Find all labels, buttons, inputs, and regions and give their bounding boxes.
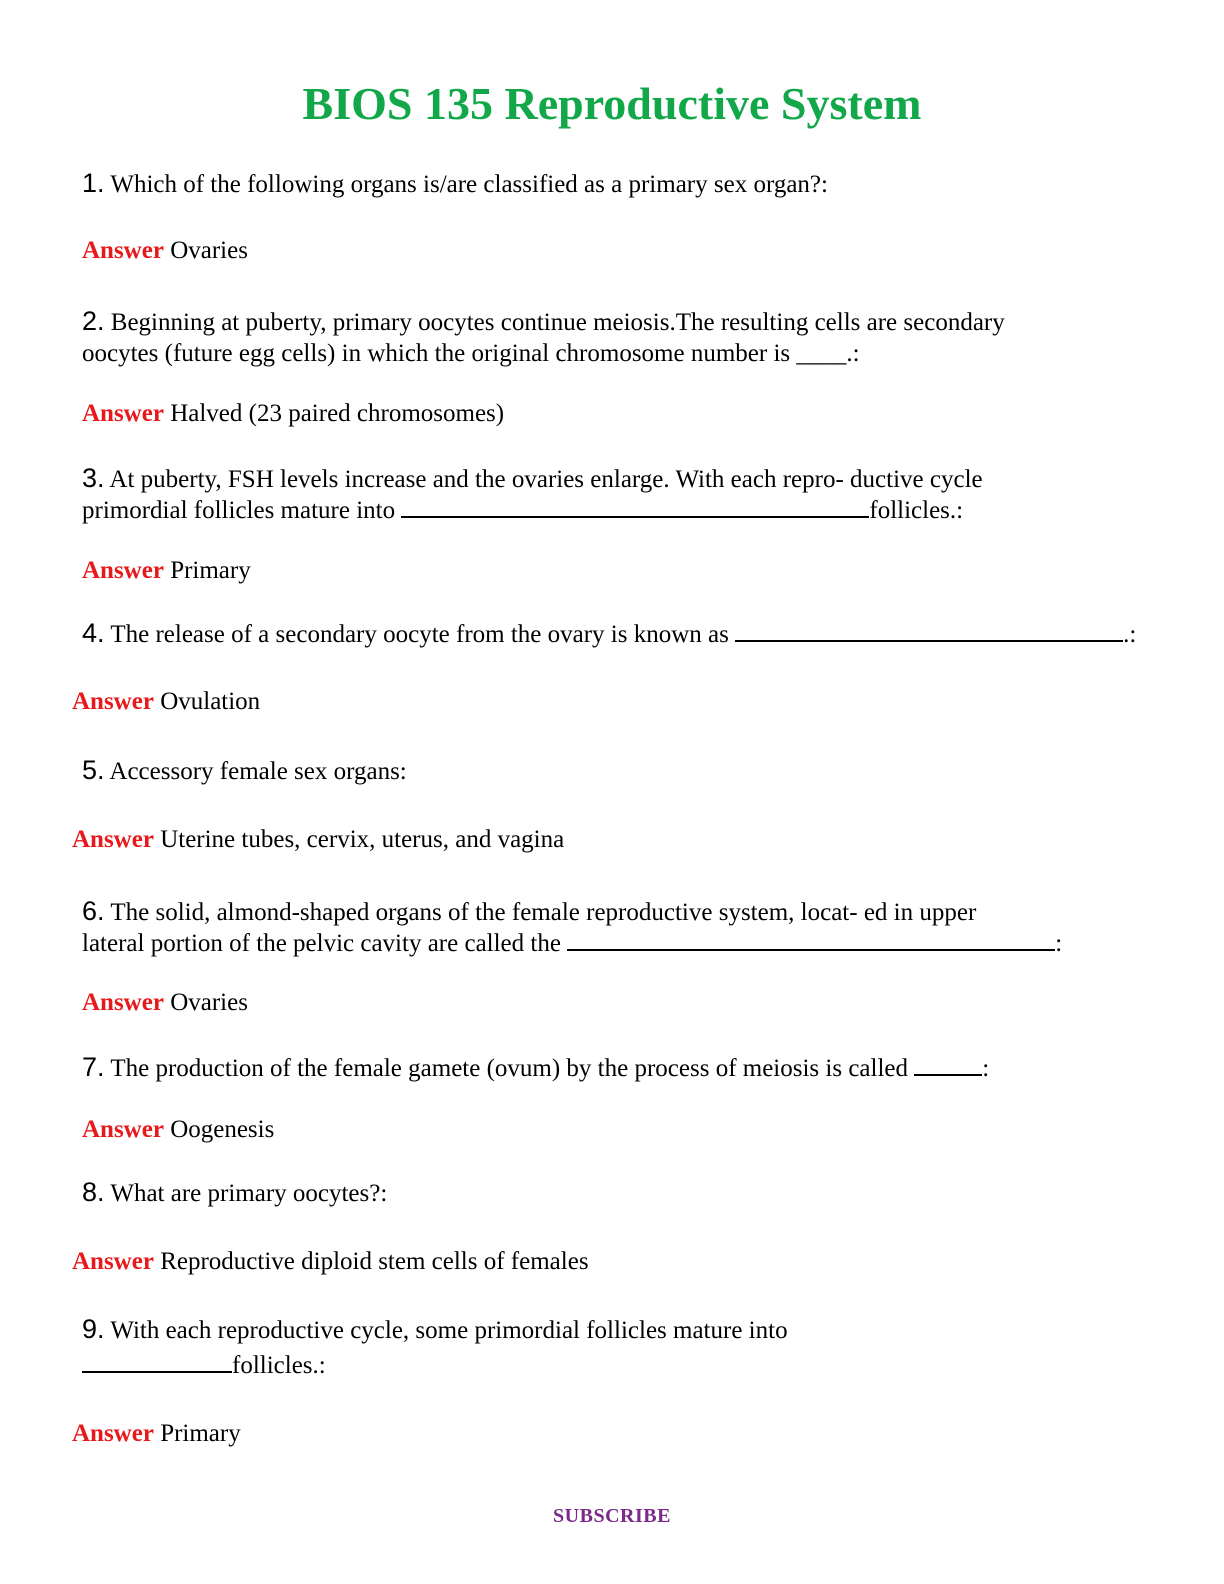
question-text: The release of a secondary oocyte from the ovary is known as xyxy=(110,621,736,648)
question-2 xyxy=(82,306,1192,369)
question-text: primordial follicles mature into xyxy=(82,497,402,524)
answer-7 xyxy=(82,1114,274,1145)
question-number: 7. xyxy=(82,1052,105,1082)
question-text: .: xyxy=(1123,621,1137,648)
answer-label: Answer xyxy=(82,557,164,584)
answer-text: Halved (23 paired chromosomes) xyxy=(170,400,505,427)
question-9 xyxy=(82,1314,1192,1381)
question-text: : xyxy=(1055,930,1063,957)
question-number: 8. xyxy=(82,1177,105,1207)
question-9-line-2 xyxy=(82,1350,1192,1381)
answer-text: Reproductive diploid stem cells of females xyxy=(160,1248,589,1275)
question-text: Accessory female sex organs: xyxy=(109,758,407,785)
question-text: At puberty, FSH levels increase and the ovaries enlarge. With each repro- ductive cycle xyxy=(109,466,983,493)
question-text: Beginning at puberty, primary oocytes continue meiosis.The resulting cells are secondary xyxy=(110,309,1005,336)
question-number: 1. xyxy=(82,168,105,198)
question-6-line-1 xyxy=(82,896,1192,928)
question-text: oocytes (future egg cells) in which the original chromosome number is ____.: xyxy=(82,340,860,367)
fill-in-blank xyxy=(401,496,869,518)
question-6 xyxy=(82,896,1192,959)
question-number: 3. xyxy=(82,463,105,493)
question-7 xyxy=(82,1052,1192,1084)
answer-text: Primary xyxy=(170,557,251,584)
subscribe-link[interactable]: SUBSCRIBE xyxy=(553,1505,671,1527)
question-4 xyxy=(82,618,1192,650)
question-number: 4. xyxy=(82,618,105,648)
answer-1 xyxy=(82,235,248,266)
question-text: follicles.: xyxy=(232,1352,326,1379)
answer-label: Answer xyxy=(72,1420,154,1447)
question-8 xyxy=(82,1177,1192,1209)
question-3-line-2 xyxy=(82,495,1192,526)
answer-label: Answer xyxy=(82,1116,164,1143)
question-9-line-1 xyxy=(82,1314,1192,1346)
question-text: follicles.: xyxy=(869,497,964,524)
question-text: What are primary oocytes?: xyxy=(110,1180,388,1207)
answer-text: Uterine tubes, cervix, uterus, and vagina xyxy=(160,826,565,853)
question-text: With each reproductive cycle, some primordial follicles mature into xyxy=(110,1317,788,1344)
document-title: BIOS 135 Reproductive System xyxy=(302,78,922,129)
question-5-line-1 xyxy=(82,755,1192,787)
question-4-line-1 xyxy=(82,618,1192,650)
answer-label: Answer xyxy=(82,237,164,264)
question-text: lateral portion of the pelvic cavity are called the xyxy=(82,930,568,957)
question-2-line-2 xyxy=(82,338,1192,369)
answer-8 xyxy=(72,1246,589,1277)
question-2-line-1 xyxy=(82,306,1192,338)
question-1 xyxy=(82,168,1192,200)
question-number: 6. xyxy=(82,896,105,926)
question-1-line-1 xyxy=(82,168,1192,200)
fill-in-blank xyxy=(82,1351,232,1373)
answer-label: Answer xyxy=(72,688,154,715)
answer-3 xyxy=(82,555,251,586)
question-5 xyxy=(82,755,1192,787)
answer-label: Answer xyxy=(72,826,154,853)
answer-label: Answer xyxy=(72,1248,154,1275)
question-text: Which of the following organs is/are classified as a primary sex organ?: xyxy=(110,171,828,198)
question-3-line-1 xyxy=(82,463,1192,495)
fill-in-blank xyxy=(567,929,1055,951)
question-text: The production of the female gamete (ovum) by the process of meiosis is called xyxy=(110,1055,915,1082)
answer-label: Answer xyxy=(82,400,164,427)
fill-in-blank xyxy=(914,1054,982,1076)
answer-9 xyxy=(72,1418,241,1449)
question-8-line-1 xyxy=(82,1177,1192,1209)
answer-2 xyxy=(82,398,504,429)
question-text: The solid, almond-shaped organs of the female reproductive system, locat- ed in upper xyxy=(110,899,977,926)
answer-4 xyxy=(72,686,260,717)
answer-text: Ovulation xyxy=(160,688,261,715)
fill-in-blank xyxy=(735,620,1123,642)
answer-text: Ovaries xyxy=(170,989,248,1016)
question-number: 2. xyxy=(82,306,105,336)
question-7-line-1 xyxy=(82,1052,1192,1084)
question-text: : xyxy=(982,1055,990,1082)
question-6-line-2 xyxy=(82,928,1192,959)
question-3 xyxy=(82,463,1192,526)
question-number: 9. xyxy=(82,1314,105,1344)
answer-6 xyxy=(82,987,248,1018)
question-number: 5. xyxy=(82,755,105,785)
answer-label: Answer xyxy=(82,989,164,1016)
answer-text: Oogenesis xyxy=(170,1116,275,1143)
answer-text: Primary xyxy=(160,1420,241,1447)
answer-text: Ovaries xyxy=(170,237,248,264)
answer-5 xyxy=(72,824,564,855)
